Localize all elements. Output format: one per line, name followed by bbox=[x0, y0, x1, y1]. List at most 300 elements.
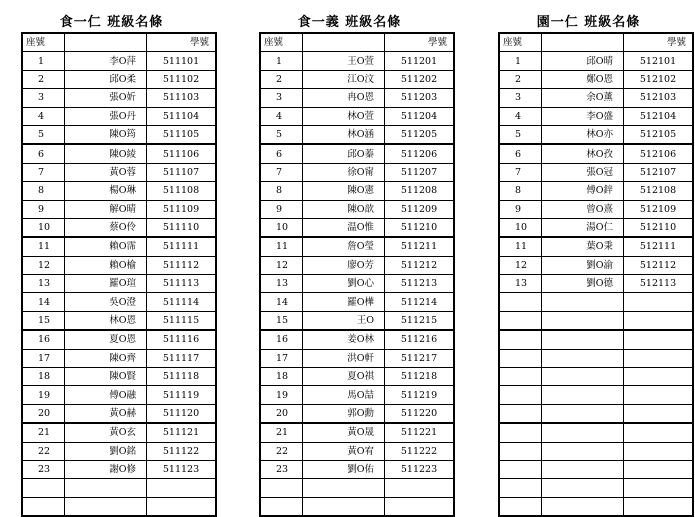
seat-number: 19 bbox=[22, 386, 65, 404]
table-row bbox=[22, 404, 216, 423]
table-row bbox=[499, 163, 693, 181]
table-row bbox=[22, 70, 216, 88]
seat-number: 14 bbox=[260, 293, 303, 311]
student-name: 張O冠 bbox=[542, 163, 624, 181]
student-id: 512109 bbox=[624, 200, 694, 218]
table-row bbox=[22, 107, 216, 125]
student-id bbox=[624, 497, 694, 516]
student-id: 511119 bbox=[147, 386, 217, 404]
student-id: 511123 bbox=[147, 460, 217, 478]
seat-number: 16 bbox=[22, 330, 65, 349]
student-name: 邱O柔 bbox=[65, 70, 147, 88]
student-id: 512113 bbox=[624, 275, 694, 293]
student-name bbox=[65, 497, 147, 516]
student-id: 512111 bbox=[624, 237, 694, 256]
seat-number: 10 bbox=[499, 218, 542, 237]
table-row bbox=[22, 497, 216, 516]
student-id: 511101 bbox=[147, 52, 217, 70]
student-id: 511112 bbox=[147, 256, 217, 274]
table-row bbox=[22, 237, 216, 256]
student-id: 511206 bbox=[385, 144, 455, 163]
student-name bbox=[542, 330, 624, 349]
table-row bbox=[260, 218, 454, 237]
table-row bbox=[22, 479, 216, 497]
id-header: 學號 bbox=[624, 33, 694, 52]
seat-number: 3 bbox=[499, 89, 542, 107]
student-id bbox=[624, 368, 694, 386]
seat-number: 6 bbox=[22, 144, 65, 163]
table-row bbox=[22, 144, 216, 163]
student-id: 511102 bbox=[147, 70, 217, 88]
table-row bbox=[22, 330, 216, 349]
table-row bbox=[22, 460, 216, 478]
seat-number bbox=[499, 479, 542, 497]
student-name: 謝O修 bbox=[65, 460, 147, 478]
seat-number: 23 bbox=[22, 460, 65, 478]
table-row bbox=[22, 200, 216, 218]
student-id: 511104 bbox=[147, 107, 217, 125]
name-header bbox=[542, 33, 624, 52]
student-name bbox=[65, 479, 147, 497]
seat-number: 4 bbox=[499, 107, 542, 125]
student-name: 廖O芳 bbox=[303, 256, 385, 274]
seat-number: 1 bbox=[22, 52, 65, 70]
seat-number: 13 bbox=[499, 275, 542, 293]
class-roster-shi-yi-yi bbox=[259, 13, 447, 517]
seat-number: 6 bbox=[499, 144, 542, 163]
table-row bbox=[499, 404, 693, 423]
student-id bbox=[624, 386, 694, 404]
seat-number: 14 bbox=[22, 293, 65, 311]
table-row bbox=[260, 275, 454, 293]
student-name: 江O汶 bbox=[303, 70, 385, 88]
seat-number: 20 bbox=[22, 404, 65, 423]
student-id: 511223 bbox=[385, 460, 455, 478]
student-name bbox=[542, 368, 624, 386]
student-name: 詹O瑩 bbox=[303, 237, 385, 256]
student-id: 511111 bbox=[147, 237, 217, 256]
student-id: 511214 bbox=[385, 293, 455, 311]
student-id: 511109 bbox=[147, 200, 217, 218]
table-row bbox=[499, 293, 693, 311]
student-name: 洪O軒 bbox=[303, 349, 385, 367]
student-name bbox=[542, 293, 624, 311]
student-name: 陳O歆 bbox=[303, 200, 385, 218]
seat-number: 5 bbox=[260, 125, 303, 144]
table-row bbox=[260, 107, 454, 125]
student-name: 黃O宥 bbox=[303, 442, 385, 460]
seat-number: 2 bbox=[22, 70, 65, 88]
seat-number: 15 bbox=[22, 311, 65, 330]
table-row bbox=[22, 368, 216, 386]
student-name bbox=[542, 460, 624, 478]
table-row bbox=[499, 368, 693, 386]
table-row bbox=[260, 200, 454, 218]
student-id: 512112 bbox=[624, 256, 694, 274]
seat-number: 16 bbox=[260, 330, 303, 349]
student-id: 511222 bbox=[385, 442, 455, 460]
table-row bbox=[499, 125, 693, 144]
seat-number: 10 bbox=[260, 218, 303, 237]
table-row bbox=[499, 107, 693, 125]
student-id: 511205 bbox=[385, 125, 455, 144]
student-id bbox=[385, 497, 455, 516]
table-row bbox=[499, 311, 693, 330]
seat-number: 10 bbox=[22, 218, 65, 237]
table-row bbox=[22, 349, 216, 367]
student-id: 512102 bbox=[624, 70, 694, 88]
class-roster-shi-yi-ren bbox=[21, 13, 209, 517]
student-name: 邱O晴 bbox=[542, 52, 624, 70]
seat-number bbox=[499, 404, 542, 423]
seat-number: 9 bbox=[499, 200, 542, 218]
roster-table bbox=[259, 32, 455, 517]
student-name: 李O萍 bbox=[65, 52, 147, 70]
seat-number: 20 bbox=[260, 404, 303, 423]
student-name: 解O晴 bbox=[65, 200, 147, 218]
seat-number: 1 bbox=[260, 52, 303, 70]
seat-number: 11 bbox=[499, 237, 542, 256]
seat-number bbox=[499, 311, 542, 330]
student-id bbox=[624, 423, 694, 442]
name-header bbox=[65, 33, 147, 52]
student-name: 張O丹 bbox=[65, 107, 147, 125]
student-name: 林O萱 bbox=[303, 107, 385, 125]
student-name: 傅O融 bbox=[65, 386, 147, 404]
seat-number: 17 bbox=[260, 349, 303, 367]
student-id: 511103 bbox=[147, 89, 217, 107]
seat-number bbox=[499, 330, 542, 349]
student-id: 511107 bbox=[147, 163, 217, 181]
table-row bbox=[22, 182, 216, 200]
student-id: 512103 bbox=[624, 89, 694, 107]
table-row bbox=[260, 368, 454, 386]
table-row bbox=[499, 479, 693, 497]
seat-number bbox=[499, 497, 542, 516]
student-id bbox=[624, 479, 694, 497]
seat-number: 17 bbox=[22, 349, 65, 367]
student-name: 賴O霈 bbox=[65, 237, 147, 256]
student-id bbox=[624, 330, 694, 349]
table-row bbox=[499, 182, 693, 200]
table-row bbox=[260, 386, 454, 404]
student-name: 夏O恩 bbox=[65, 330, 147, 349]
student-name: 馬O喆 bbox=[303, 386, 385, 404]
table-header-row bbox=[22, 33, 216, 52]
table-row bbox=[499, 275, 693, 293]
roster-table bbox=[21, 32, 217, 517]
student-id: 511105 bbox=[147, 125, 217, 144]
student-id: 511114 bbox=[147, 293, 217, 311]
seat-number: 1 bbox=[499, 52, 542, 70]
seat-number: 8 bbox=[22, 182, 65, 200]
student-id: 511221 bbox=[385, 423, 455, 442]
student-name: 王O萱 bbox=[303, 52, 385, 70]
table-row bbox=[22, 311, 216, 330]
student-id: 511201 bbox=[385, 52, 455, 70]
student-name: 楊O琳 bbox=[65, 182, 147, 200]
student-id: 511211 bbox=[385, 237, 455, 256]
student-name: 劉O銘 bbox=[65, 442, 147, 460]
student-name bbox=[542, 497, 624, 516]
roster-title: 園一仁 班級名條 bbox=[536, 15, 641, 30]
student-id: 512104 bbox=[624, 107, 694, 125]
student-name bbox=[542, 404, 624, 423]
seat-number: 3 bbox=[260, 89, 303, 107]
student-name: 林O涵 bbox=[303, 125, 385, 144]
seat-number: 18 bbox=[260, 368, 303, 386]
student-id bbox=[624, 442, 694, 460]
seat-number bbox=[499, 386, 542, 404]
roster-title: 食一仁 班級名條 bbox=[59, 15, 164, 30]
student-id: 511217 bbox=[385, 349, 455, 367]
table-row bbox=[499, 423, 693, 442]
student-id: 511207 bbox=[385, 163, 455, 181]
student-name bbox=[542, 479, 624, 497]
student-id: 512110 bbox=[624, 218, 694, 237]
seat-number bbox=[499, 293, 542, 311]
table-row bbox=[499, 237, 693, 256]
table-row bbox=[260, 479, 454, 497]
seat-number: 13 bbox=[260, 275, 303, 293]
student-name: 陳O憲 bbox=[303, 182, 385, 200]
seat-number: 12 bbox=[260, 256, 303, 274]
student-id: 511108 bbox=[147, 182, 217, 200]
student-id bbox=[624, 404, 694, 423]
seat-number: 22 bbox=[260, 442, 303, 460]
student-id: 511120 bbox=[147, 404, 217, 423]
student-id: 511204 bbox=[385, 107, 455, 125]
table-row bbox=[22, 442, 216, 460]
seat-number: 22 bbox=[22, 442, 65, 460]
seat-number: 19 bbox=[260, 386, 303, 404]
table-row bbox=[22, 256, 216, 274]
student-name: 陳O筠 bbox=[65, 125, 147, 144]
student-id: 511219 bbox=[385, 386, 455, 404]
seat-number: 21 bbox=[22, 423, 65, 442]
student-name bbox=[542, 442, 624, 460]
table-row bbox=[22, 89, 216, 107]
student-id bbox=[385, 479, 455, 497]
student-id bbox=[147, 479, 217, 497]
student-name: 賴O榆 bbox=[65, 256, 147, 274]
seat-number: 4 bbox=[22, 107, 65, 125]
table-row bbox=[22, 52, 216, 70]
student-name: 邱O蓁 bbox=[303, 144, 385, 163]
seat-number bbox=[499, 349, 542, 367]
seat-number: 6 bbox=[260, 144, 303, 163]
table-row bbox=[499, 497, 693, 516]
seat-number: 3 bbox=[22, 89, 65, 107]
seat-number: 7 bbox=[22, 163, 65, 181]
student-name bbox=[303, 479, 385, 497]
student-id: 511210 bbox=[385, 218, 455, 237]
seat-number: 8 bbox=[499, 182, 542, 200]
student-id bbox=[624, 311, 694, 330]
seat-number: 13 bbox=[22, 275, 65, 293]
student-id: 512105 bbox=[624, 125, 694, 144]
student-name bbox=[542, 423, 624, 442]
seat-number: 5 bbox=[499, 125, 542, 144]
student-name: 王O bbox=[303, 311, 385, 330]
student-name: 姜O林 bbox=[303, 330, 385, 349]
seat-number: 5 bbox=[22, 125, 65, 144]
table-row bbox=[22, 275, 216, 293]
student-id: 511113 bbox=[147, 275, 217, 293]
student-name: 劉O德 bbox=[542, 275, 624, 293]
student-id: 511213 bbox=[385, 275, 455, 293]
table-row bbox=[499, 70, 693, 88]
student-name: 曾O熹 bbox=[542, 200, 624, 218]
table-row bbox=[260, 423, 454, 442]
student-id: 511216 bbox=[385, 330, 455, 349]
seat-number: 12 bbox=[499, 256, 542, 274]
student-id bbox=[624, 293, 694, 311]
student-id: 511121 bbox=[147, 423, 217, 442]
student-name bbox=[542, 349, 624, 367]
student-id: 511220 bbox=[385, 404, 455, 423]
student-name: 黃O玄 bbox=[65, 423, 147, 442]
student-id: 511106 bbox=[147, 144, 217, 163]
seat-number: 23 bbox=[260, 460, 303, 478]
table-row bbox=[260, 182, 454, 200]
student-name: 温O惟 bbox=[303, 218, 385, 237]
table-row bbox=[260, 256, 454, 274]
seat-number: 12 bbox=[22, 256, 65, 274]
table-row bbox=[260, 144, 454, 163]
student-name: 徐O甯 bbox=[303, 163, 385, 181]
student-id bbox=[147, 497, 217, 516]
table-row bbox=[260, 349, 454, 367]
seat-header: 座號 bbox=[22, 33, 65, 52]
student-name: 吳O澄 bbox=[65, 293, 147, 311]
student-name: 陳O綾 bbox=[65, 144, 147, 163]
table-row bbox=[22, 386, 216, 404]
student-id: 511116 bbox=[147, 330, 217, 349]
seat-number bbox=[499, 460, 542, 478]
student-id: 511118 bbox=[147, 368, 217, 386]
student-id: 512108 bbox=[624, 182, 694, 200]
student-id: 512101 bbox=[624, 52, 694, 70]
student-name: 黃O晟 bbox=[303, 423, 385, 442]
class-roster-yuan-yi-ren bbox=[498, 13, 686, 517]
student-name: 羅O瑄 bbox=[65, 275, 147, 293]
student-name bbox=[542, 311, 624, 330]
student-name: 鄭O恩 bbox=[542, 70, 624, 88]
student-name: 劉O佑 bbox=[303, 460, 385, 478]
id-header: 學號 bbox=[385, 33, 455, 52]
table-row bbox=[260, 125, 454, 144]
student-id: 511212 bbox=[385, 256, 455, 274]
table-row bbox=[260, 70, 454, 88]
table-row bbox=[22, 163, 216, 181]
seat-number: 7 bbox=[499, 163, 542, 181]
student-name: 黃O赫 bbox=[65, 404, 147, 423]
table-row bbox=[499, 349, 693, 367]
student-id: 511208 bbox=[385, 182, 455, 200]
table-row bbox=[260, 460, 454, 478]
student-name: 郭O勳 bbox=[303, 404, 385, 423]
student-name: 陳O齊 bbox=[65, 349, 147, 367]
table-row bbox=[260, 330, 454, 349]
student-id bbox=[624, 349, 694, 367]
student-name: 張O妡 bbox=[65, 89, 147, 107]
roster-title: 食一義 班級名條 bbox=[297, 15, 402, 30]
table-row bbox=[499, 200, 693, 218]
table-row bbox=[499, 218, 693, 237]
roster-table bbox=[498, 32, 694, 517]
table-row bbox=[499, 442, 693, 460]
seat-number: 9 bbox=[22, 200, 65, 218]
table-row bbox=[499, 330, 693, 349]
table-row bbox=[22, 218, 216, 237]
seat-number bbox=[260, 497, 303, 516]
student-id: 511209 bbox=[385, 200, 455, 218]
student-name: 傅O鋅 bbox=[542, 182, 624, 200]
seat-number: 9 bbox=[260, 200, 303, 218]
student-id: 511117 bbox=[147, 349, 217, 367]
seat-header: 座號 bbox=[499, 33, 542, 52]
table-row bbox=[499, 89, 693, 107]
student-name: 林O亦 bbox=[542, 125, 624, 144]
student-name bbox=[542, 386, 624, 404]
student-name: 劉O渝 bbox=[542, 256, 624, 274]
student-name: 黃O蓉 bbox=[65, 163, 147, 181]
student-name: 葉O秉 bbox=[542, 237, 624, 256]
table-row bbox=[260, 237, 454, 256]
seat-number: 7 bbox=[260, 163, 303, 181]
table-row bbox=[22, 423, 216, 442]
seat-number: 8 bbox=[260, 182, 303, 200]
student-name: 羅O樺 bbox=[303, 293, 385, 311]
student-name: 林O孜 bbox=[542, 144, 624, 163]
student-name: 林O恩 bbox=[65, 311, 147, 330]
student-name: 余O薰 bbox=[542, 89, 624, 107]
student-id: 512106 bbox=[624, 144, 694, 163]
table-row bbox=[260, 293, 454, 311]
student-id: 511215 bbox=[385, 311, 455, 330]
student-name bbox=[303, 497, 385, 516]
student-name: 冉O恩 bbox=[303, 89, 385, 107]
table-row bbox=[499, 52, 693, 70]
student-id: 511110 bbox=[147, 218, 217, 237]
seat-header: 座號 bbox=[260, 33, 303, 52]
seat-number: 4 bbox=[260, 107, 303, 125]
student-id bbox=[624, 460, 694, 478]
seat-number: 18 bbox=[22, 368, 65, 386]
seat-number: 2 bbox=[499, 70, 542, 88]
id-header: 學號 bbox=[147, 33, 217, 52]
table-header-row bbox=[499, 33, 693, 52]
student-id: 511115 bbox=[147, 311, 217, 330]
table-row bbox=[260, 163, 454, 181]
student-name: 湯O仁 bbox=[542, 218, 624, 237]
student-id: 511122 bbox=[147, 442, 217, 460]
student-id: 511203 bbox=[385, 89, 455, 107]
student-name: 陳O賢 bbox=[65, 368, 147, 386]
name-header bbox=[303, 33, 385, 52]
student-id: 511202 bbox=[385, 70, 455, 88]
table-row bbox=[260, 404, 454, 423]
student-name: 蔡O伶 bbox=[65, 218, 147, 237]
table-row bbox=[22, 125, 216, 144]
seat-number bbox=[22, 497, 65, 516]
table-row bbox=[499, 460, 693, 478]
seat-number bbox=[260, 479, 303, 497]
table-row bbox=[260, 311, 454, 330]
table-row bbox=[260, 89, 454, 107]
student-id: 512107 bbox=[624, 163, 694, 181]
